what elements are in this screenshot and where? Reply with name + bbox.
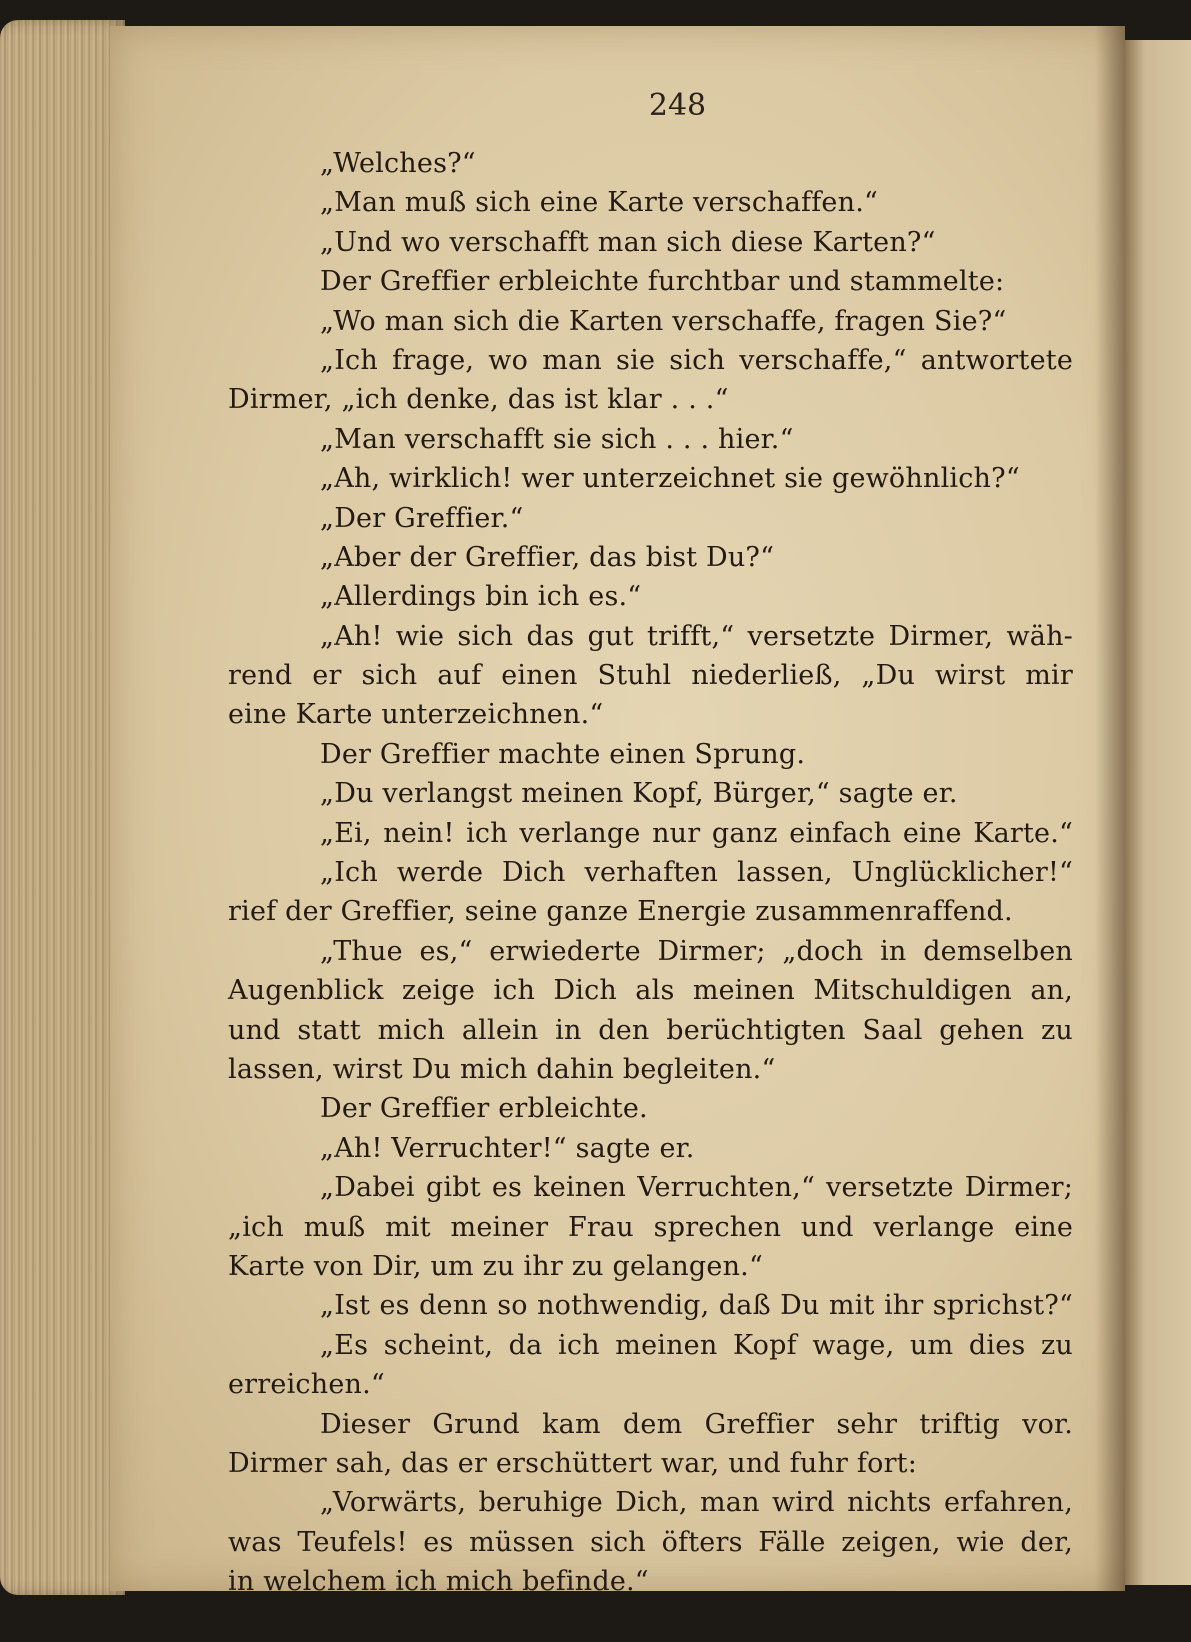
text-line: Der Greffier machte einen Sprung. <box>320 738 806 770</box>
text-line: „Wo man sich die Karten verschaffe, fragen Sie?“ <box>320 305 1007 337</box>
text-line: Der Greffier erbleichte. <box>320 1093 648 1125</box>
text-line: Der Greffier erbleichte furchtbar und stammelte: <box>320 266 1005 298</box>
text-line: „Allerdings bin ich es.“ <box>320 581 642 613</box>
text-line: „Du verlangst meinen Kopf, Bürger,“ sagte er. <box>320 778 958 810</box>
text-line: „Ei, nein! ich verlange nur ganz einfach eine Karte.“ <box>320 817 1073 849</box>
page-text <box>228 144 1073 1601</box>
text-line: „Vorwärts, beruhige Dich, man wird nichts erfahren, <box>320 1487 1073 1519</box>
page-number: 248 <box>648 88 707 123</box>
text-line: lassen, wirst Du mich dahin begleiten.“ <box>228 1053 776 1085</box>
text-line: Dieser Grund kam dem Greffier sehr triftig vor. <box>320 1408 1073 1440</box>
text-line: „Ich frage, wo man sie sich verschaffe,“ antwortete <box>320 344 1073 376</box>
text-line: rief der Greffier, seine ganze Energie zusammenraffend. <box>228 896 1013 928</box>
text-line: Augenblick zeige ich Dich als meinen Mitschuldigen an, <box>228 975 1073 1007</box>
text-line: rend er sich auf einen Stuhl niederließ, „Du wirst mir <box>228 660 1073 692</box>
text-line: „Man verschafft sie sich . . . hier.“ <box>320 423 794 455</box>
text-line: „Ah! wie sich das gut trifft,“ versetzte Dirmer, wäh- <box>320 620 1073 652</box>
text-line: erreichen.“ <box>228 1369 385 1401</box>
text-line: „Es scheint, da ich meinen Kopf wage, um dies zu <box>320 1329 1073 1361</box>
text-line: „Ist es denn so nothwendig, daß Du mit ihr sprichst?“ <box>320 1290 1073 1322</box>
gutter-shadow <box>1095 26 1125 1591</box>
text-line: „Thue es,“ erwiederte Dirmer; „doch in demselben <box>320 935 1073 967</box>
text-line: „Ich werde Dich verhaften lassen, Unglücklicher!“ <box>320 857 1073 889</box>
page-edges <box>0 20 125 1595</box>
text-line: in welchem ich mich befinde.“ <box>228 1566 649 1598</box>
text-line: „Man muß sich eine Karte verschaffen.“ <box>320 187 878 219</box>
text-line: Dirmer sah, das er erschüttert war, und fuhr fort: <box>228 1447 918 1479</box>
text-line: „Aber der Greffier, das bist Du?“ <box>320 541 775 573</box>
text-line: was Teufels! es müssen sich öfters Fälle zeigen, wie der, <box>228 1526 1073 1558</box>
text-line: Karte von Dir, um zu ihr zu gelangen.“ <box>228 1250 763 1282</box>
text-line: „Und wo verschafft man sich diese Karten?“ <box>320 226 936 258</box>
text-line: „Welches?“ <box>320 148 476 179</box>
text-line: Dirmer, „ich denke, das ist klar . . .“ <box>228 384 729 416</box>
text-line: eine Karte unterzeichnen.“ <box>228 699 604 731</box>
text-line: „Dabei gibt es keinen Verruchten,“ versetzte Dirmer; <box>320 1172 1073 1204</box>
facing-page-edge <box>1125 40 1191 1585</box>
text-line: und statt mich allein in den berüchtigten Saal gehen zu <box>228 1014 1073 1046</box>
text-line: „Der Greffier.“ <box>320 502 524 534</box>
text-line: „ich muß mit meiner Frau sprechen und verlange eine <box>228 1211 1073 1243</box>
text-line: „Ah, wirklich! wer unterzeichnet sie gewöhnlich?“ <box>320 463 1020 495</box>
text-line: „Ah! Verruchter!“ sagte er. <box>320 1132 695 1164</box>
book-page <box>110 26 1125 1598</box>
